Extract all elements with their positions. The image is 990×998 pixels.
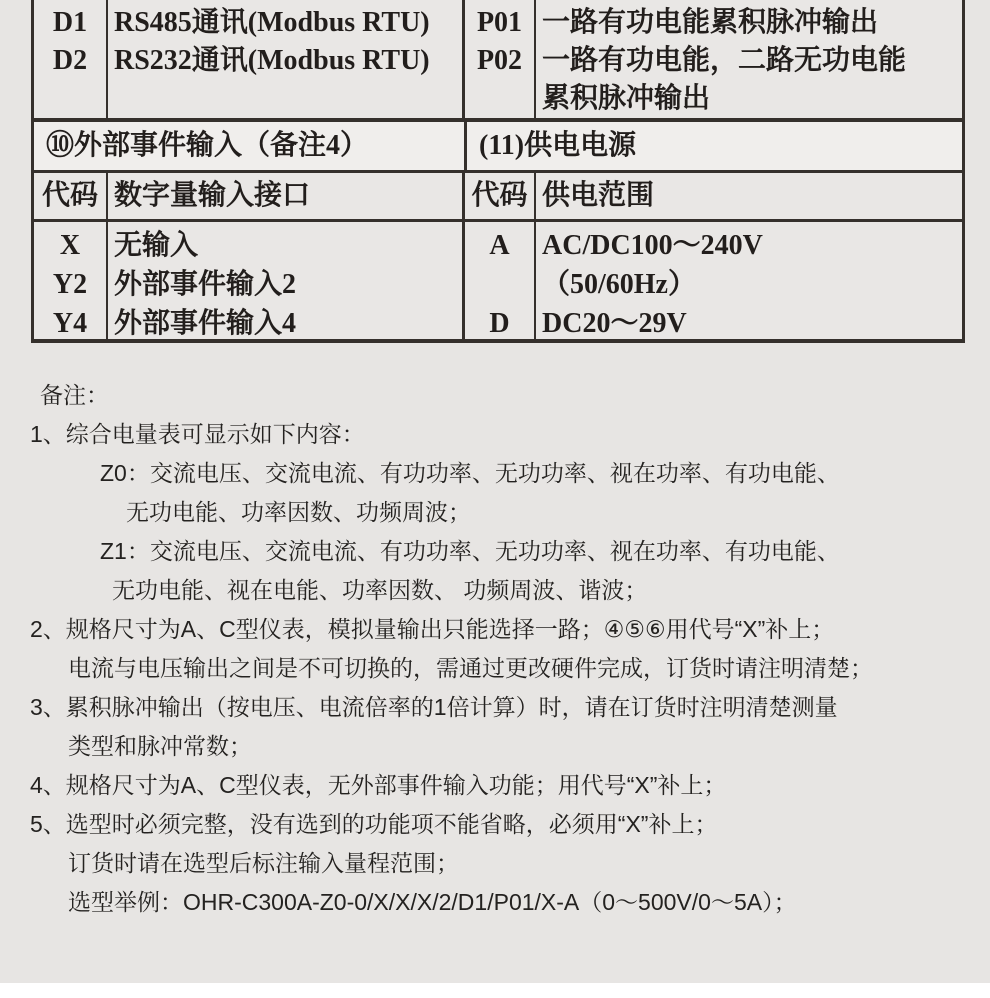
notes-title: 备注： xyxy=(40,382,109,408)
desc-cell: 一路有功电能，二路无功电能 xyxy=(542,45,907,76)
note-z0-continuation: 无功电能、功率因数、功频周波； xyxy=(126,499,471,525)
code-cell: P01 xyxy=(476,7,523,38)
code-cell: D2 xyxy=(52,45,88,76)
note-item-4: 4、规格尺寸为A、C型仪表，无外部事件输入功能；用代号“X”补上； xyxy=(30,772,727,798)
code-cell: D1 xyxy=(52,7,88,38)
column-header-code: 代码 xyxy=(465,173,536,219)
note-item-5-continuation: 订货时请在选型后标注输入量程范围； xyxy=(68,850,459,876)
comm-desc-column xyxy=(108,0,465,118)
power-desc-column xyxy=(536,222,962,339)
desc-cell: （50/60Hz） xyxy=(542,269,696,300)
section-title-external-events: ⑩外部事件输入（备注4） xyxy=(34,122,467,170)
table-header-row xyxy=(31,173,965,222)
desc-cell: 无输入 xyxy=(114,230,199,261)
code-cell: X xyxy=(59,230,81,261)
code-cell xyxy=(465,265,534,304)
note-item-2: 2、规格尺寸为A、C型仪表，模拟量输出只能选择一路；④⑤⑥用代号“X”补上； xyxy=(30,616,835,642)
table-body xyxy=(31,222,965,343)
code-cell: A xyxy=(489,230,510,261)
column-header-digital-input: 数字量输入接口 xyxy=(108,173,465,219)
desc-cell: 累积脉冲输出 xyxy=(542,83,711,114)
notes-section xyxy=(0,376,990,922)
event-desc-column xyxy=(108,222,465,339)
pulse-desc-column xyxy=(536,0,962,118)
column-header-supply-range: 供电范围 xyxy=(542,180,655,211)
note-z0-line: Z0：交流电压、交流电流、有功功率、无功功率、视在功率、有功电能、 xyxy=(100,460,840,486)
note-item-3-continuation: 类型和脉冲常数； xyxy=(68,733,252,759)
code-cell: Y2 xyxy=(52,269,88,300)
event-code-column xyxy=(34,222,108,339)
code-cell: D xyxy=(489,308,510,339)
comm-code-column xyxy=(34,0,108,118)
desc-cell: RS232通讯(Modbus RTU) xyxy=(114,45,430,76)
note-item-2-continuation: 电流与电压输出之间是不可切换的，需通过更改硬件完成，订货时请注明清楚； xyxy=(68,655,873,681)
desc-cell: RS485通讯(Modbus RTU) xyxy=(114,7,430,38)
desc-cell: DC20～29V xyxy=(542,308,687,339)
note-item-1: 1、综合电量表可显示如下内容： xyxy=(30,421,365,447)
power-code-column xyxy=(465,222,536,339)
pulse-code-column xyxy=(465,0,536,118)
note-item-3: 3、累积脉冲输出（按电压、电流倍率的1倍计算）时，请在订货时注明清楚测量 xyxy=(30,694,838,720)
comm-pulse-table xyxy=(31,0,965,122)
note-ordering-example: 选型举例：OHR-C300A-Z0-0/X/X/X/2/D1/P01/X-A（0～500V/0～5A）； xyxy=(68,889,797,915)
code-cell: Y4 xyxy=(52,308,88,339)
desc-cell: 外部事件输入2 xyxy=(114,269,297,300)
desc-cell: 外部事件输入4 xyxy=(114,308,297,339)
note-z1-continuation: 无功电能、视在电能、功率因数、 功频周波、谐波； xyxy=(112,577,648,603)
desc-cell: AC/DC100～240V xyxy=(542,230,763,261)
section-header-row xyxy=(31,122,965,173)
note-item-5: 5、选型时必须完整，没有选到的功能项不能省略，必须用“X”补上； xyxy=(30,811,718,837)
desc-cell: 一路有功电能累积脉冲输出 xyxy=(542,7,879,38)
model-selection-table xyxy=(31,0,965,343)
section-title-power-supply: (11)供电电源 xyxy=(479,130,637,161)
column-header-code: 代码 xyxy=(34,173,108,219)
note-z1-line: Z1：交流电压、交流电流、有功功率、无功功率、视在功率、有功电能、 xyxy=(100,538,840,564)
code-cell: P02 xyxy=(476,45,523,76)
